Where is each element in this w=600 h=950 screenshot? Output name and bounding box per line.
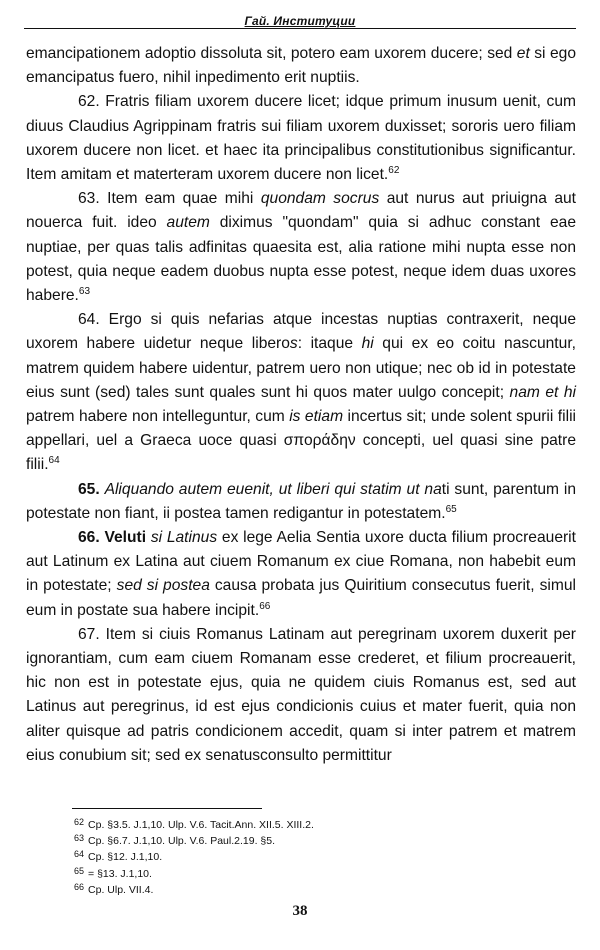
paragraph-63: 63. Item eam quae mihi quondam socrus aut nurus aut priuigna aut nouerca fuit. ideo autem diximus "quondam" quia si adhuc constant eae nuptiae, per quas talis adfinitas quaesita est, alia ratione mihi nupta esse non potest, quia neque eadem duobus nupta esse potest, neque idem duas uxores habere.$^{63}$ [26, 190, 576, 305]
page-number: 38 [292, 903, 308, 919]
emphasis: quondam socrus [260, 190, 380, 208]
emphasis: autem [166, 214, 210, 232]
emphasis: nam et hi [509, 383, 576, 401]
paragraph-62: 62. Fratris filiam uxorem ducere licet; idque primum inusum uenit, cum diuus Claudius Agrippinam fratris sui filiam uxorem duxisset; sororis uero filiam uxorem ducere non licet. et haec ita principalibus constitutionibus significantur. Item amitam et materteram uxorem ducere non licet.$^{62}$ [26, 93, 576, 184]
footnote-64: $^{64}$ Cp. §12. J.1,10. [74, 849, 163, 864]
emphasis: s [289, 335, 298, 353]
emphasis: hi [361, 335, 374, 353]
paragraph-continuation: emancipationem adoptio dissoluta sit, potero eam uxorem ducere; sed et si ego emancipatus fuero, nihil inpedimento erit nuptiis. [26, 45, 576, 87]
paragraph-67: 67. Item si ciuis Romanus Latinam aut peregrinam uxorem duxerit per ignorantiam, cum eam ciuem Romanam esse crederet, et filium procreauerit, hic non est in potestate ejus, quia ne quidem ciuis Romanus est, sed aut Latinus aut peregrinus, id est ejus condicionis cuius et mater fuerit, quia non aliter quisque ad patris condicionem accedit, quam si inter patrem et matrem eius conubium sit; sed ex senatusconsulto permittitur [26, 625, 576, 764]
emphasis: is etiam [289, 408, 344, 426]
footnote-ref: 62 [388, 165, 400, 177]
footnotes [74, 816, 314, 897]
footnote-ref: 63 [78, 286, 91, 298]
main-text [26, 42, 576, 768]
footnote-65: $^{65}$ = §13. J.1,10. [74, 865, 152, 880]
footnote-66: $^{66}$ Cp. Ulp. VII.4. [74, 881, 154, 896]
emphasis: si Latinus [150, 529, 218, 547]
emphasis: sed si postea [116, 577, 210, 595]
footnote-ref: 65 [445, 503, 457, 515]
footnote-divider [72, 808, 262, 809]
paragraph-65: 65. Aliquando autem euenit, ut liberi qui statim ut nati sunt, parentum in potestate non fiant, ii postea tamen redigantur in potestatem.$^{65}$ [26, 480, 577, 522]
paragraph-64: 64. Ergo si quis nefarias atque incestas nuptias contraxerit, neque uxorem habere uidetur neque liberos: itaque hi qui ex eo coitu nascuntur, matrem quidem habere uidentur, patrem uero non utique; nec ob id in potestate eius sunt (sed) tales sunt quales sunt hi quos mater uulgo concepit; nam et hi patrem habere non intelleguntur, cum is etiam incertus sit; unde solent spurii filii appellari, uel a Graeca uoce quasi σποράδην concepti, uel quasi sine patre filii.$^{64}$ [26, 311, 576, 474]
footnote-62: $^{62}$ Cp. §3.5. J.1,10. Ulp. V.6. Tacit.Ann. XII.5. XIII.2. [74, 817, 314, 831]
emphasis: et [516, 45, 530, 62]
running-header-title: Гай. Институции [244, 14, 356, 28]
footnote-ref: 64 [48, 455, 60, 467]
running-header [24, 6, 576, 29]
emphasis: Aliquando autem euenit, ut liberi qui statim ut na [104, 480, 442, 498]
footnote-63: $^{63}$ Cp. §6.7. J.1,10. Ulp. V.6. Paul.2.19. §5. [74, 833, 276, 848]
paragraph-66: 66. Veluti si Latinus ex lege Aelia Sentia uxore ducta filium procreauerit aut Latinum ex Latina aut ciuem Romanum ex ciue Romana, non habebit eum in potestate; sed si postea causa probata jus Quiritium consecutus fuerit, simul eum in postate sua habere incipit.$^{66}$ [26, 529, 576, 619]
footnote-ref: 66 [259, 600, 271, 612]
